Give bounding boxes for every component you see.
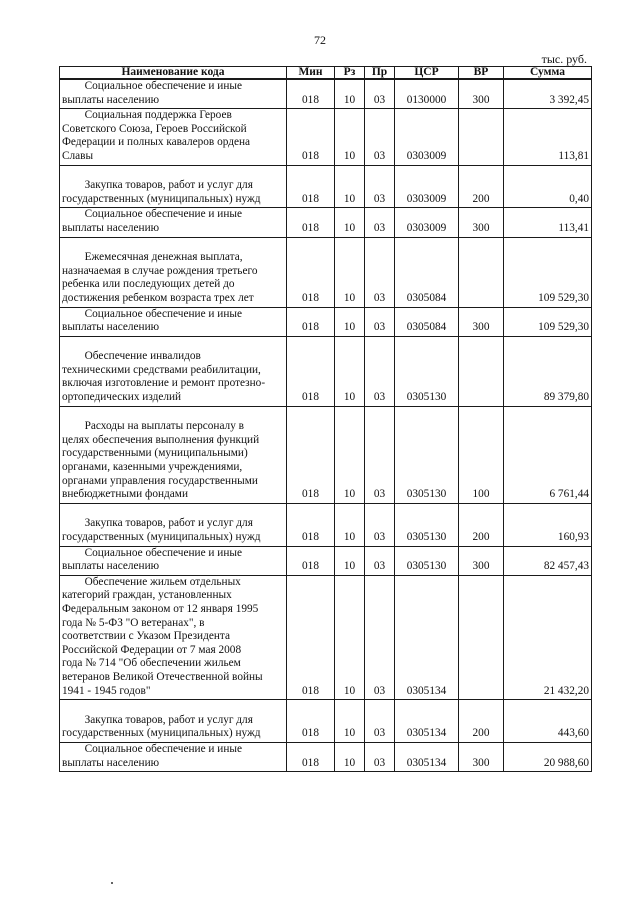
- cell-min: 018: [287, 742, 335, 771]
- cell-csr: 0305130: [395, 546, 459, 575]
- table-row: [60, 237, 592, 307]
- cell-sum: 21 432,20: [504, 575, 592, 699]
- cell-name: Социальное обеспечение и иные выплаты населению: [60, 546, 287, 575]
- cell-pr: 03: [365, 237, 395, 307]
- table-row: [60, 575, 592, 699]
- cell-pr: 03: [365, 79, 395, 109]
- cell-rz: 10: [335, 742, 365, 771]
- table-row: [60, 307, 592, 336]
- cell-csr: 0305134: [395, 700, 459, 743]
- cell-min: 018: [287, 503, 335, 546]
- cell-pr: 03: [365, 742, 395, 771]
- header-min: Мин: [287, 67, 335, 80]
- cell-vr: 200: [459, 700, 504, 743]
- cell-vr: [459, 237, 504, 307]
- header-name: Наименование кода: [60, 67, 287, 80]
- cell-name: Социальное обеспечение и иные выплаты населению: [60, 79, 287, 109]
- cell-rz: 10: [335, 575, 365, 699]
- cell-rz: 10: [335, 109, 365, 165]
- table-row: [60, 109, 592, 165]
- cell-csr: 0303009: [395, 109, 459, 165]
- cell-name: Расходы на выплаты персоналу в целях обеспечения выполнения функций государственными (муниципальными) органами, казенными учреждениями, органами управления государственными внебюджетными фондами: [60, 406, 287, 503]
- cell-rz: 10: [335, 208, 365, 237]
- cell-pr: 03: [365, 109, 395, 165]
- cell-rz: 10: [335, 700, 365, 743]
- cell-csr: 0305084: [395, 237, 459, 307]
- cell-name: Закупка товаров, работ и услуг для государственных (муниципальных) нужд: [60, 700, 287, 743]
- table-row: [60, 742, 592, 771]
- cell-name: Социальная поддержка Героев Советского Союза, Героев Российской Федерации и полных кавалеров ордена Славы: [60, 109, 287, 165]
- cell-rz: 10: [335, 237, 365, 307]
- cell-csr: 0305134: [395, 742, 459, 771]
- cell-pr: 03: [365, 208, 395, 237]
- cell-sum: 20 988,60: [504, 742, 592, 771]
- header-csr: ЦСР: [395, 67, 459, 80]
- cell-csr: 0130000: [395, 79, 459, 109]
- cell-pr: 03: [365, 165, 395, 208]
- cell-csr: 0305134: [395, 575, 459, 699]
- cell-min: 018: [287, 546, 335, 575]
- cell-min: 018: [287, 237, 335, 307]
- cell-min: 018: [287, 109, 335, 165]
- cell-name: Социальное обеспечение и иные выплаты населению: [60, 742, 287, 771]
- cell-pr: 03: [365, 336, 395, 406]
- cell-name: Закупка товаров, работ и услуг для государственных (муниципальных) нужд: [60, 165, 287, 208]
- header-vr: ВР: [459, 67, 504, 80]
- cell-vr: 200: [459, 165, 504, 208]
- cell-csr: 0305130: [395, 336, 459, 406]
- table-row: [60, 79, 592, 109]
- cell-name: Обеспечение жильем отдельных категорий граждан, установленных Федеральным законом от 12 января 1995 года № 5-ФЗ "О ветеранах", в соответствии с Указом Президента Российской Федерации от 7 мая 2008 года № 714 "Об обеспечении жильем ветеранов Великой Отечественной войны 1941 - 1945 годов": [60, 575, 287, 699]
- table-row: [60, 406, 592, 503]
- cell-vr: 300: [459, 307, 504, 336]
- cell-rz: 10: [335, 503, 365, 546]
- header-pr: Пр: [365, 67, 395, 80]
- cell-pr: 03: [365, 700, 395, 743]
- cell-sum: 113,41: [504, 208, 592, 237]
- cell-sum: 109 529,30: [504, 237, 592, 307]
- cell-sum: 6 761,44: [504, 406, 592, 503]
- cell-min: 018: [287, 700, 335, 743]
- cell-rz: 10: [335, 307, 365, 336]
- stray-dot-mark: [111, 882, 113, 884]
- cell-vr: 300: [459, 742, 504, 771]
- header-rz: Рз: [335, 67, 365, 80]
- cell-vr: [459, 575, 504, 699]
- table-row: [60, 503, 592, 546]
- cell-min: 018: [287, 208, 335, 237]
- cell-name: Обеспечение инвалидов техническими средствами реабилитации, включая изготовление и ремонт протезно- ортопедических изделий: [60, 336, 287, 406]
- cell-sum: 3 392,45: [504, 79, 592, 109]
- page-number: 72: [314, 33, 326, 47]
- cell-rz: 10: [335, 165, 365, 208]
- budget-table: [59, 66, 592, 772]
- cell-min: 018: [287, 79, 335, 109]
- table-row: [60, 700, 592, 743]
- cell-rz: 10: [335, 546, 365, 575]
- cell-name: Социальное обеспечение и иные выплаты населению: [60, 208, 287, 237]
- table-header-row: [60, 67, 592, 80]
- cell-pr: 03: [365, 575, 395, 699]
- cell-csr: 0303009: [395, 208, 459, 237]
- cell-name: Закупка товаров, работ и услуг для государственных (муниципальных) нужд: [60, 503, 287, 546]
- cell-vr: [459, 336, 504, 406]
- cell-sum: 443,60: [504, 700, 592, 743]
- cell-min: 018: [287, 336, 335, 406]
- table-row: [60, 546, 592, 575]
- cell-sum: 89 379,80: [504, 336, 592, 406]
- cell-name: Социальное обеспечение и иные выплаты населению: [60, 307, 287, 336]
- cell-min: 018: [287, 165, 335, 208]
- cell-min: 018: [287, 406, 335, 503]
- cell-min: 018: [287, 307, 335, 336]
- cell-rz: 10: [335, 336, 365, 406]
- cell-pr: 03: [365, 503, 395, 546]
- cell-name: Ежемесячная денежная выплата, назначаемая в случае рождения третьего ребенка или последующих детей до достижения ребенком возраста трех лет: [60, 237, 287, 307]
- cell-sum: 160,93: [504, 503, 592, 546]
- units-label: тыс. руб.: [541, 52, 587, 66]
- cell-pr: 03: [365, 406, 395, 503]
- cell-csr: 0303009: [395, 165, 459, 208]
- table-row: [60, 208, 592, 237]
- cell-sum: 109 529,30: [504, 307, 592, 336]
- cell-csr: 0305130: [395, 406, 459, 503]
- table-row: [60, 336, 592, 406]
- cell-rz: 10: [335, 79, 365, 109]
- cell-vr: 200: [459, 503, 504, 546]
- cell-min: 018: [287, 575, 335, 699]
- cell-rz: 10: [335, 406, 365, 503]
- cell-vr: 300: [459, 546, 504, 575]
- cell-vr: 300: [459, 208, 504, 237]
- cell-csr: 0305084: [395, 307, 459, 336]
- cell-pr: 03: [365, 307, 395, 336]
- cell-pr: 03: [365, 546, 395, 575]
- cell-vr: 300: [459, 79, 504, 109]
- cell-vr: 100: [459, 406, 504, 503]
- cell-vr: [459, 109, 504, 165]
- cell-sum: 82 457,43: [504, 546, 592, 575]
- cell-sum: 0,40: [504, 165, 592, 208]
- header-sum: Сумма: [504, 67, 592, 80]
- cell-sum: 113,81: [504, 109, 592, 165]
- table-row: [60, 165, 592, 208]
- cell-csr: 0305130: [395, 503, 459, 546]
